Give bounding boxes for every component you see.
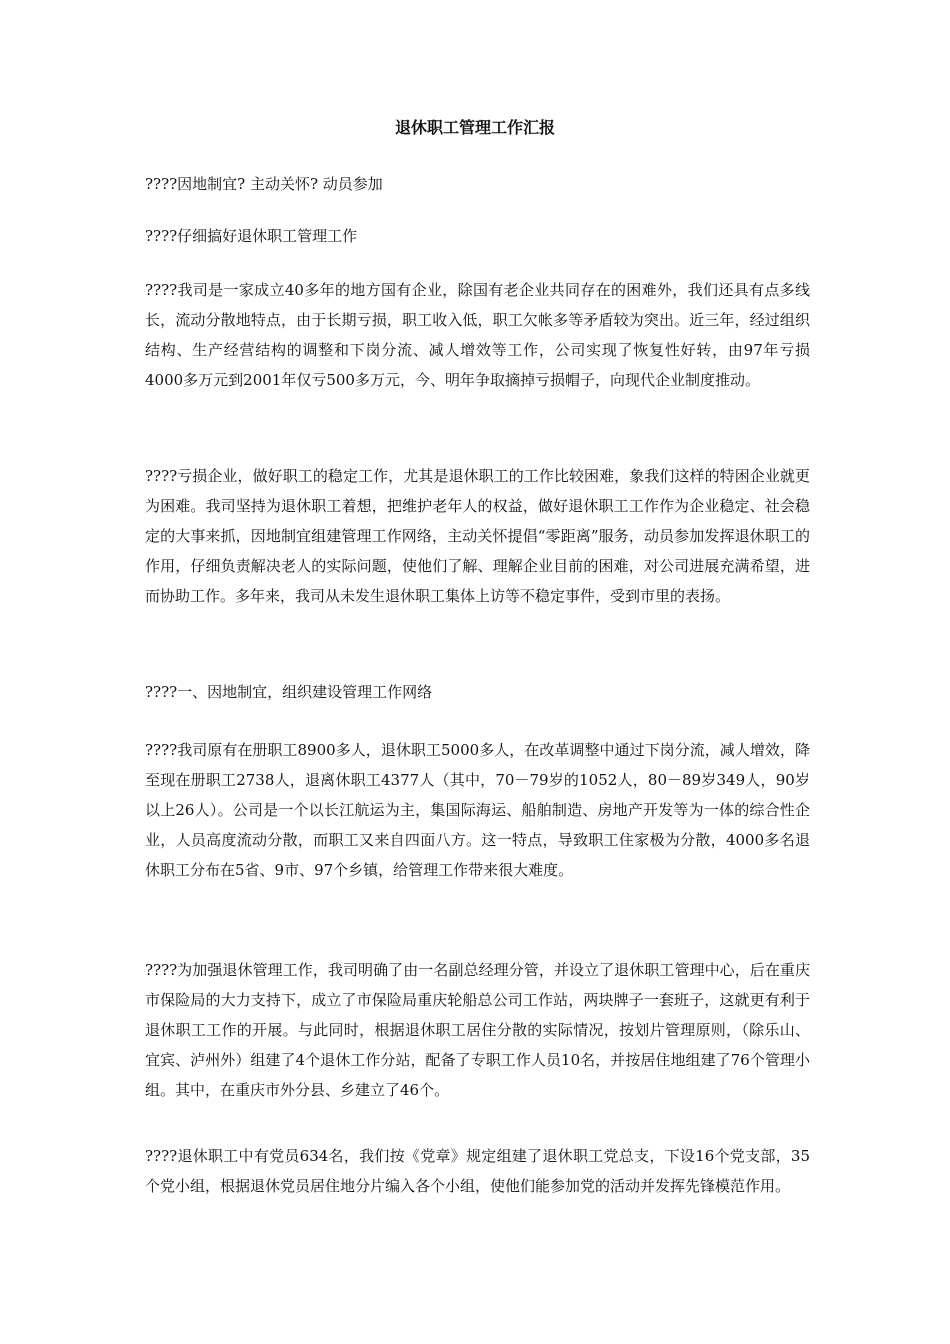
paragraph-subtitle-2: ????仔细搞好退休职工管理工作	[145, 227, 358, 245]
document-title: 退休职工管理工作汇报	[394, 118, 555, 137]
paragraph-intro: ????我司是一家成立40多年的地方国有企业，除国有老企业共同存在的困难外，我们还具有点多线长，流动分散地特点，由于长期亏损，职工收入低，职工欠帐多等矛盾较为突出。近三年，经过组织结构、生产经营结构的调整和下岗分流、减人增效等工作，公司实现了恢复性好转，由97年亏损4000多万元到2001年仅亏500多万元，今、明年争取摘掉亏损帽子，向现代企业制度推动。	[145, 281, 810, 389]
paragraph-subtitle-1: ????因地制宜? 主动关怀? 动员参加	[145, 175, 383, 193]
paragraph-party-members: ????退休职工中有党员634名，我们按《党章》规定组建了退休职工党总支，下设16个党支部，35个党小组，根据退休党员居住地分片编入各个小组，使他们能参加党的活动并发挥先锋模范作用。	[145, 1147, 810, 1195]
section-heading-1: ????一、因地制宜，组织建设管理工作网络	[145, 683, 433, 701]
paragraph-management: ????为加强退休管理工作，我司明确了由一名副总经理分管，并设立了退休职工管理中心，后在重庆市保险局的大力支持下，成立了市保险局重庆轮船总公司工作站，两块牌子一套班子，这就更有利于退休职工工作的开展。与此同时，根据退休职工居住分散的实际情况，按划片管理原则，（除乐山、宜宾、泸州外）组建了4个退休工作分站，配备了专职工作人员10名，并按居住地组建了76个管理小组。其中，在重庆市外分县、乡建立了46个。	[145, 961, 810, 1099]
paragraph-loss-enterprise: ????亏损企业，做好职工的稳定工作，尤其是退休职工的工作比较困难，象我们这样的特困企业就更为困难。我司坚持为退休职工着想，把维护老年人的权益，做好退休职工工作作为企业稳定、社会稳定的大事来抓，因地制宜组建管理工作网络，主动关怀提倡“零距离”服务，动员参加发挥退休职工的作用，仔细负责解决老人的实际问题，使他们了解、理解企业目前的困难，对公司进展充满希望，进而协助工作。多年来，我司从未发生退休职工集体上访等不稳定事件，受到市里的表扬。	[145, 467, 810, 605]
paragraph-staff-numbers: ????我司原有在册职工8900多人，退休职工5000多人，在改革调整中通过下岗分流，减人增效，降至现在册职工2738人，退离休职工4377人（其中，70－79岁的1052人，80－89岁349人，90岁以上26人）。公司是一个以长江航运为主，集国际海运、船舶制造、房地产开发等为一体的综合性企业，人员高度流动分散，而职工又来自四面八方。这一特点，导致职工住家极为分散，4000多名退休职工分布在5省、9市、97个乡镇，给管理工作带来很大难度。	[145, 741, 810, 879]
